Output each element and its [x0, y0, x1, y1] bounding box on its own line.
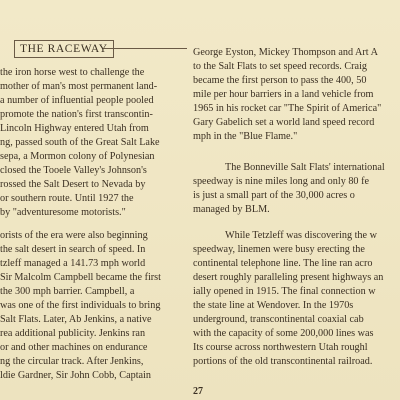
text-line: the salt desert in search of speed. In — [0, 244, 146, 255]
text-line: ng, passed south of the Great Salt Lake — [0, 137, 160, 148]
text-line: managed by BLM. — [193, 204, 270, 215]
text-line: Lincoln Highway entered Utah from — [0, 123, 149, 134]
text-line: the state line at Wendover. In the 1970s — [193, 300, 354, 311]
text-line: was one of the first individuals to bring — [0, 300, 161, 311]
text-line: ldie Gardner, Sir John Cobb, Captain — [0, 370, 151, 381]
text-line: speedway, linemen were busy erecting the — [193, 244, 365, 255]
text-line: Sir Malcolm Campbell became the first — [0, 272, 161, 283]
text-line: underground, transcontinental coaxial cab — [193, 314, 364, 325]
text-line: a number of influential people pooled — [0, 95, 154, 106]
text-line: or southern route. Until 1927 the — [0, 193, 134, 204]
text-line: Its course across northwestern Utah roughl — [193, 342, 368, 353]
text-line: Gary Gabelich set a world land speed record — [193, 117, 375, 128]
text-line: by "adventuresome motorists." — [0, 207, 126, 218]
text-line: 1965 in his rocket car "The Spirit of America" — [193, 103, 382, 114]
text-line: with the capacity of some 200,000 lines was — [193, 328, 374, 339]
text-line: ng the circular track. After Jenkins, — [0, 356, 144, 367]
text-line: ially opened in 1915. The final connection w — [193, 286, 376, 297]
text-line: speedway is nine miles long and only 80 fe — [193, 176, 369, 187]
text-line: is just a small part of the 30,000 acres o — [193, 190, 355, 201]
text-line: the iron horse west to challenge the — [0, 67, 145, 78]
text-line: mile per hour barriers in a land vehicle from — [193, 89, 374, 100]
text-line: portions of the old transcontinental railroad. — [193, 356, 373, 367]
text-line: closed the Tooele Valley's Johnson's — [0, 165, 147, 176]
text-line: the 300 mph barrier. Campbell, a — [0, 286, 135, 297]
text-line: Salt Flats. Later, Ab Jenkins, a native — [0, 314, 152, 325]
text-line: desert roughly paralleling present highways an — [193, 272, 384, 283]
text-line: rea additional publicity. Jenkins ran — [0, 328, 146, 339]
text-line: While Tetzleff was discovering the w — [225, 230, 377, 241]
text-line: became the first person to pass the 400, 50 — [193, 75, 367, 86]
text-line: promote the nation's first transcontin- — [0, 109, 153, 120]
text-line: sepa, a Mormon colony of Polynesian — [0, 151, 155, 162]
text-line: continental telephone line. The line ran acro — [193, 258, 373, 269]
text-line: The Bonneville Salt Flats' international — [225, 162, 385, 173]
text-line: George Eyston, Mickey Thompson and Art A — [193, 47, 378, 58]
text-line: orists of the era were also beginning — [0, 230, 148, 241]
text-line: or and other machines on endurance — [0, 342, 148, 353]
text-line: to the Salt Flats to set speed records. Craig — [193, 61, 368, 72]
page-number: 27 — [193, 386, 203, 397]
text-line: rossed the Salt Desert to Nevada by — [0, 179, 146, 190]
text-line: mph in the "Blue Flame." — [193, 131, 298, 142]
text-line: tzleff managed a 141.73 mph world — [0, 258, 146, 269]
text-line: mother of man's most permanent land- — [0, 81, 158, 92]
section-heading: THE RACEWAY — [14, 40, 114, 58]
